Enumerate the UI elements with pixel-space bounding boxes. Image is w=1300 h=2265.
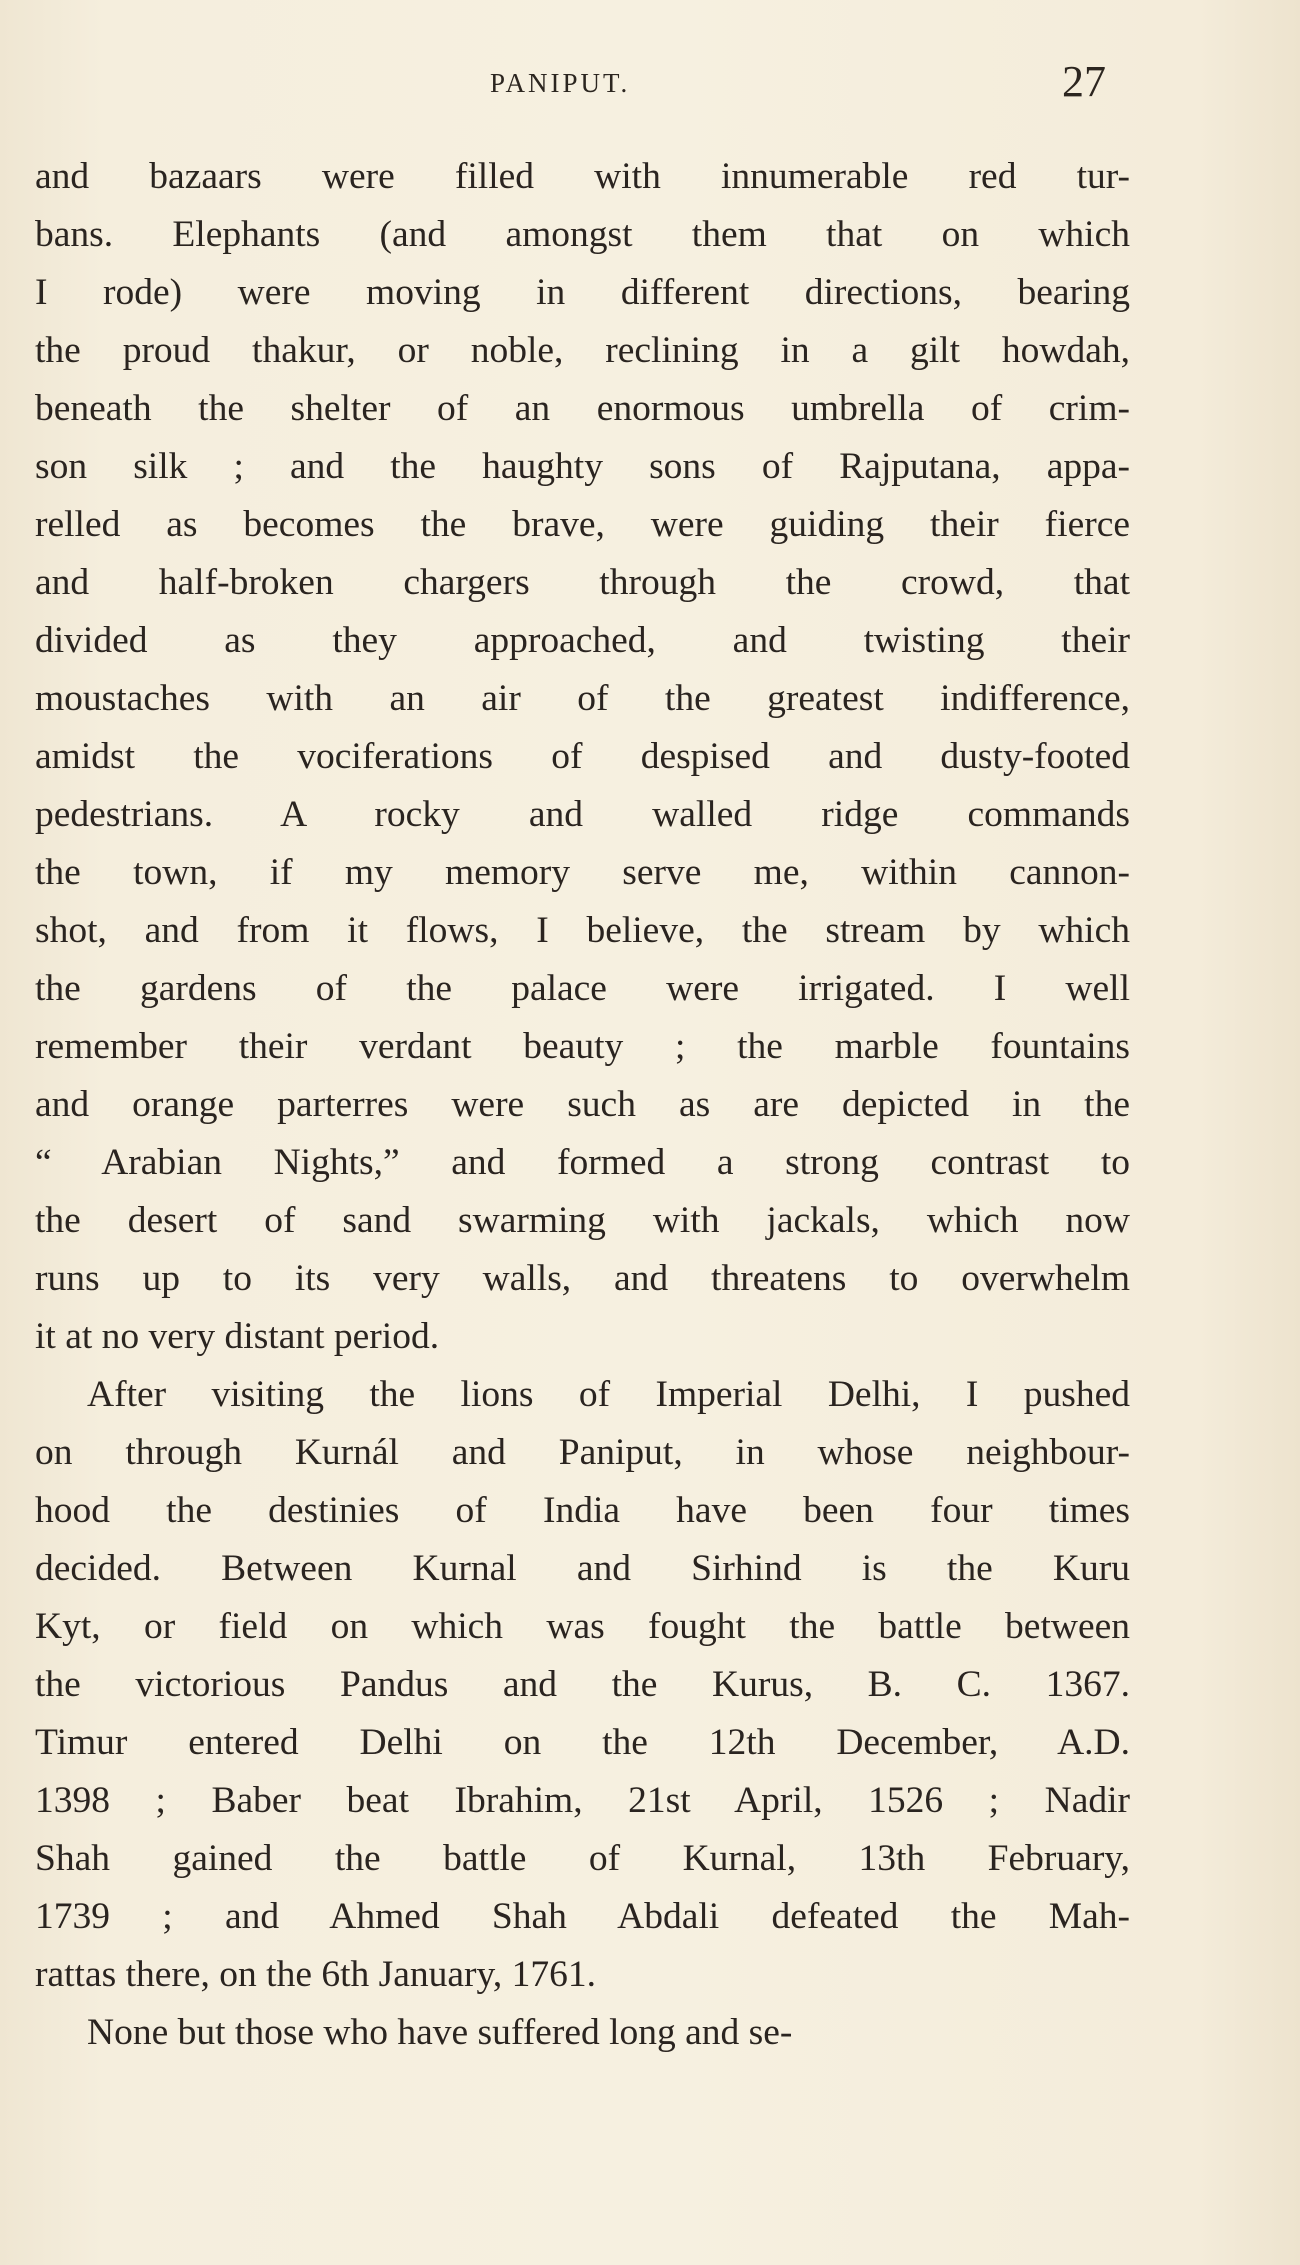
text-line: relled as becomes the brave, were guiding their fierce <box>35 504 1130 545</box>
text-line: decided. Between Kurnal and Sirhind is the Kuru <box>35 1548 1130 1589</box>
text-line: the proud thakur, or noble, reclining in a gilt howdah, <box>35 330 1130 371</box>
running-head <box>0 56 1300 136</box>
text-line: amidst the vociferations of despised and dusty-footed <box>35 736 1130 777</box>
text-line: and half-broken chargers through the crowd, that <box>35 562 1130 603</box>
paragraph <box>35 1366 1130 2004</box>
text-line: the victorious Pandus and the Kurus, B. C. 1367. <box>35 1664 1130 1705</box>
text-line: son silk ; and the haughty sons of Rajputana, appa- <box>35 446 1130 487</box>
text-line: runs up to its very walls, and threatens to overwhelm <box>35 1258 1130 1299</box>
text-line: moustaches with an air of the greatest indifference, <box>35 678 1130 719</box>
text-line: bans. Elephants (and amongst them that on which <box>35 214 1130 255</box>
text-line: rattas there, on the 6th January, 1761. <box>35 1954 596 1995</box>
text-line: 1739 ; and Ahmed Shah Abdali defeated the Mah- <box>35 1896 1130 1937</box>
text-line: Kyt, or field on which was fought the battle between <box>35 1606 1130 1647</box>
text-line: the town, if my memory serve me, within cannon- <box>35 852 1130 893</box>
text-line: and orange parterres were such as are depicted in the <box>35 1084 1130 1125</box>
paragraph <box>35 2004 1130 2062</box>
paragraph <box>35 148 1130 1366</box>
text-line: Timur entered Delhi on the 12th December, A.D. <box>35 1722 1130 1763</box>
text-line: beneath the shelter of an enormous umbrella of crim- <box>35 388 1130 429</box>
text-line: the gardens of the palace were irrigated. I well <box>35 968 1130 1009</box>
text-line: 1398 ; Baber beat Ibrahim, 21st April, 1526 ; Nadir <box>35 1780 1130 1821</box>
page-number: 27 <box>1062 57 1106 106</box>
text-line: and bazaars were filled with innumerable red tur- <box>35 156 1130 197</box>
body-text <box>35 148 1130 2062</box>
text-line: divided as they approached, and twisting their <box>35 620 1130 661</box>
text-line: remember their verdant beauty ; the marble fountains <box>35 1026 1130 1067</box>
text-line: pedestrians. A rocky and walled ridge commands <box>35 794 1130 835</box>
text-line: “ Arabian Nights,” and formed a strong contrast to <box>35 1142 1130 1183</box>
text-line: it at no very distant period. <box>35 1316 440 1357</box>
text-line: After visiting the lions of Imperial Delhi, I pushed <box>87 1374 1130 1415</box>
text-line: I rode) were moving in different directions, bearing <box>35 272 1130 313</box>
running-title: PANIPUT. <box>490 68 631 98</box>
text-line: hood the destinies of India have been four times <box>35 1490 1130 1531</box>
text-line: Shah gained the battle of Kurnal, 13th February, <box>35 1838 1130 1879</box>
text-line: the desert of sand swarming with jackals, which now <box>35 1200 1130 1241</box>
text-line: None but those who have suffered long and se- <box>87 2012 793 2053</box>
text-line: on through Kurnál and Paniput, in whose neighbour- <box>35 1432 1130 1473</box>
text-line: shot, and from it flows, I believe, the stream by which <box>35 910 1130 951</box>
